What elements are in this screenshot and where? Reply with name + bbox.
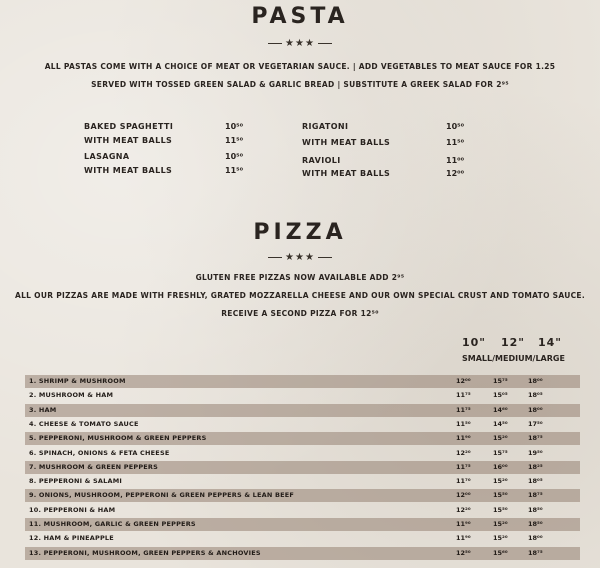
pizza-note-2: ALL OUR PIZZAS ARE MADE WITH FRESHLY, GRATED MOZZARELLA CHEESE AND OUR OWN SPECIAL CRUST AND TOMATO SAUCE. (14, 291, 585, 300)
pizza-row (25, 489, 580, 502)
price-small: 11⁷⁵ (456, 405, 471, 414)
pasta-price: 12⁰⁰ (446, 169, 465, 178)
pizza-divider (0, 252, 600, 263)
pasta-note-1: ALL PASTAS COME WITH A CHOICE OF MEAT OR VEGETARIAN SAUCE. | ADD VEGETABLES TO MEAT SAUCE FOR 1.25 (44, 62, 556, 71)
pasta-price: 10⁵⁰ (225, 122, 244, 131)
price-small: 12²⁰ (456, 505, 471, 514)
pasta-divider (0, 38, 600, 49)
pizza-row (25, 475, 580, 488)
pasta-item: RAVIOLI (302, 156, 341, 165)
size-medium-inches: 12" (501, 336, 526, 349)
pasta-item: RIGATONI (302, 122, 349, 131)
pasta-item: WITH MEAT BALLS (302, 138, 391, 147)
price-large: 18⁵⁰ (528, 520, 543, 528)
pasta-item: WITH MEAT BALLS (302, 169, 391, 178)
pasta-item: BAKED SPAGHETTI (84, 122, 174, 131)
price-medium: 15⁵⁰ (493, 491, 508, 500)
pizza-name: 3. HAM (29, 405, 57, 414)
price-large: 18⁰⁵ (528, 391, 543, 400)
pizza-name: 7. MUSHROOM & GREEN PEPPERS (29, 462, 159, 471)
price-medium: 14⁶⁰ (493, 405, 508, 414)
price-large: 17⁵⁰ (528, 419, 543, 428)
pizza-row (25, 418, 580, 431)
price-small: 11⁵⁰ (456, 419, 471, 428)
pasta-price: 10⁵⁰ (225, 152, 244, 161)
price-small: 11⁹⁰ (456, 434, 471, 443)
pasta-price: 10⁵⁰ (446, 122, 465, 131)
pizza-name: 11. MUSHROOM, GARLIC & GREEN PEPPERS (29, 520, 196, 528)
price-medium: 15⁷⁵ (493, 448, 508, 457)
pizza-name: 8. PEPPERONI & SALAMI (29, 477, 122, 486)
pizza-row (25, 404, 580, 417)
pasta-note-2: SERVED WITH TOSSED GREEN SALAD & GARLIC BREAD | SUBSTITUTE A GREEK SALAD FOR 2⁹⁵ (91, 80, 509, 89)
price-medium: 14⁵⁰ (493, 419, 508, 428)
price-medium: 15²⁰ (493, 534, 508, 543)
pasta-price: 11⁵⁰ (225, 136, 244, 145)
price-large: 18⁰⁰ (528, 534, 543, 543)
price-medium: 15²⁰ (493, 434, 508, 443)
star-divider-icon: ★★★ (285, 38, 315, 49)
price-large: 18⁷⁵ (528, 434, 543, 443)
size-small-inches: 10" (462, 336, 487, 349)
pizza-name: 2. MUSHROOM & HAM (29, 391, 114, 400)
price-medium: 16⁰⁰ (493, 462, 508, 471)
price-medium: 15²⁰ (493, 520, 508, 528)
price-small: 12²⁰ (456, 448, 471, 457)
pizza-row (25, 504, 580, 517)
price-small: 11⁷⁵ (456, 391, 471, 400)
pizza-row (25, 432, 580, 445)
price-small: 11⁷⁰ (456, 477, 471, 486)
price-large: 18²⁵ (528, 462, 543, 471)
pasta-item: WITH MEAT BALLS (84, 166, 173, 175)
pizza-row (25, 447, 580, 460)
pizza-name: 13. PEPPERONI, MUSHROOM, GREEN PEPPERS & ANCHOVIES (29, 548, 261, 557)
price-small: 12⁰⁰ (456, 377, 471, 385)
price-medium: 15⁵⁰ (493, 505, 508, 514)
pizza-title: PIZZA (253, 220, 347, 245)
pizza-name: 4. CHEESE & TOMATO SAUCE (29, 419, 139, 428)
pizza-row (25, 532, 580, 545)
price-large: 18⁰⁰ (528, 405, 543, 414)
pasta-price: 11⁰⁰ (446, 156, 465, 165)
size-label: SMALL/MEDIUM/LARGE (462, 354, 565, 363)
price-large: 18⁷⁵ (528, 548, 543, 557)
price-small: 11⁹⁰ (456, 520, 471, 528)
price-medium: 15⁷⁵ (493, 377, 508, 385)
pizza-row (25, 461, 580, 474)
pasta-item: WITH MEAT BALLS (84, 136, 173, 145)
price-large: 18⁰⁰ (528, 377, 543, 385)
price-medium: 15⁶⁰ (493, 548, 508, 557)
pizza-name: 6. SPINACH, ONIONS & FETA CHEESE (29, 448, 170, 457)
pizza-row (25, 375, 580, 388)
pizza-name: 1. SHRIMP & MUSHROOM (29, 377, 126, 385)
pizza-row (25, 547, 580, 560)
price-small: 12⁰⁰ (456, 491, 471, 500)
price-small: 11⁷⁵ (456, 462, 471, 471)
pizza-note-1: GLUTEN FREE PIZZAS NOW AVAILABLE ADD 2⁹⁵ (195, 273, 405, 282)
pasta-item: LASAGNA (84, 152, 130, 161)
price-medium: 15²⁰ (493, 477, 508, 486)
size-large-inches: 14" (538, 336, 563, 349)
pizza-name: 10. PEPPERONI & HAM (29, 505, 116, 514)
price-large: 18⁷⁵ (528, 491, 543, 500)
price-large: 19⁵⁰ (528, 448, 543, 457)
pizza-row (25, 518, 580, 531)
pasta-price: 11⁵⁰ (225, 166, 244, 175)
pasta-price: 11⁵⁰ (446, 138, 465, 147)
price-small: 12⁵⁰ (456, 548, 471, 557)
pizza-row (25, 389, 580, 402)
pizza-note-3: RECEIVE A SECOND PIZZA FOR 12⁵⁰ (221, 309, 379, 318)
price-medium: 15⁰⁵ (493, 391, 508, 400)
price-small: 11⁹⁰ (456, 534, 471, 543)
price-large: 18⁰⁵ (528, 477, 543, 486)
pizza-name: 5. PEPPERONI, MUSHROOM & GREEN PEPPERS (29, 434, 207, 443)
pizza-name: 12. HAM & PINEAPPLE (29, 534, 114, 543)
price-large: 18⁵⁰ (528, 505, 543, 514)
star-divider-icon: ★★★ (285, 252, 315, 263)
pizza-name: 9. ONIONS, MUSHROOM, PEPPERONI & GREEN PEPPERS & LEAN BEEF (29, 491, 295, 500)
pasta-title: PASTA (251, 4, 349, 29)
